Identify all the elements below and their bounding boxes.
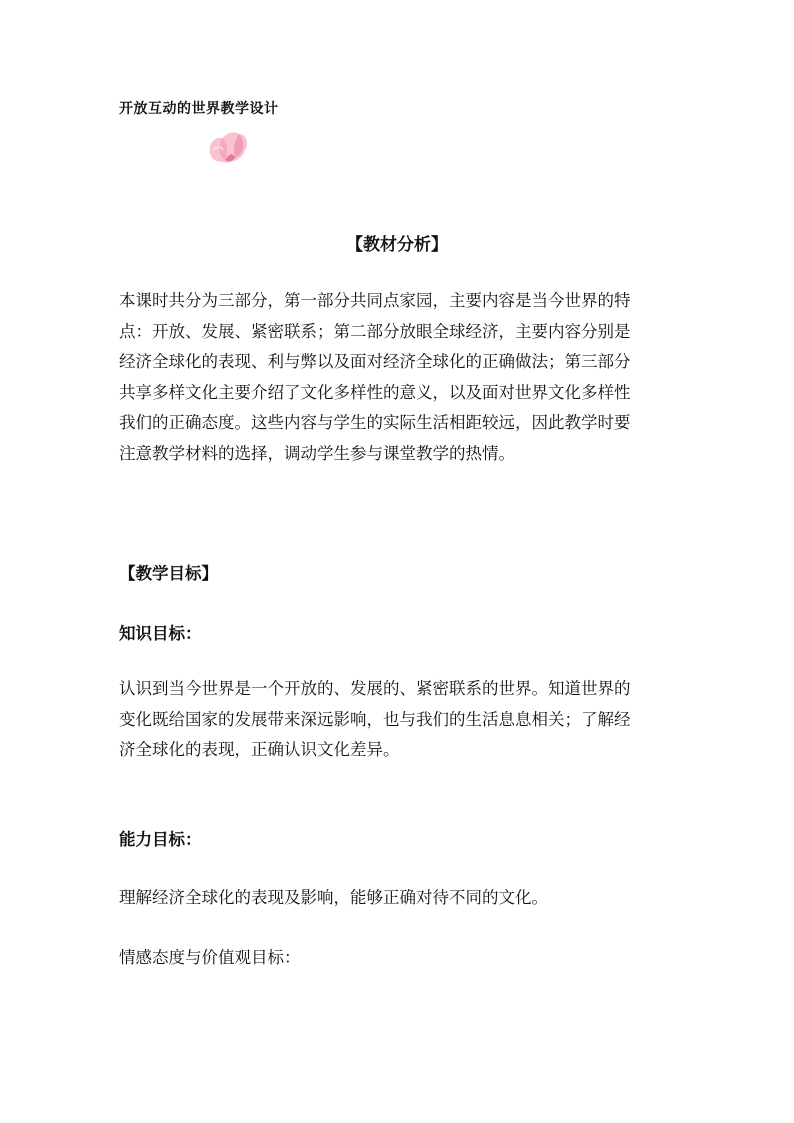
material-analysis-heading: 【教材分析】 xyxy=(346,235,448,255)
document-title: 开放互动的世界教学设计 xyxy=(119,101,279,117)
ability-goal-heading: 能力目标： xyxy=(119,830,202,849)
paragraph-line: 注意教学材料的选择，调动学生参与课堂教学的热情。 xyxy=(119,443,515,463)
ability-goal-text: 理解经济全球化的表现及影响，能够正确对待不同的文化。 xyxy=(119,888,548,907)
knowledge-goal-paragraph xyxy=(119,674,679,766)
paragraph-line: 本课时共分为三部分，第一部分共同点家园，主要内容是当今世界的特 xyxy=(119,291,631,310)
paragraph-line: 济全球化的表现，正确认识文化差异。 xyxy=(119,740,400,760)
paragraph-line: 点：开放、发展、紧密联系；第二部分放眼全球经济，主要内容分别是 xyxy=(119,321,631,341)
paragraph-line: 共享多样文化主要介绍了文化多样性的意义，以及面对世界文化多样性 xyxy=(119,382,631,402)
knowledge-goal-heading: 知识目标： xyxy=(119,624,202,643)
paragraph-line: 经济全球化的表现、利与弊以及面对经济全球化的正确做法；第三部分 xyxy=(119,352,631,372)
paragraph-line: 我们的正确态度。这些内容与学生的实际生活相距较远，因此教学时要 xyxy=(119,413,631,433)
paragraph-line: 变化既给国家的发展带来深远影响，也与我们的生活息息相关；了解经 xyxy=(119,709,631,729)
pink-flower-icon xyxy=(203,126,251,170)
emotion-goal-heading: 情感态度与价值观目标： xyxy=(119,948,301,967)
material-analysis-paragraph xyxy=(119,286,679,470)
paragraph-line: 认识到当今世界是一个开放的、发展的、紧密联系的世界。知道世界的 xyxy=(119,679,631,698)
teaching-goals-heading: 【教学目标】 xyxy=(119,564,218,583)
